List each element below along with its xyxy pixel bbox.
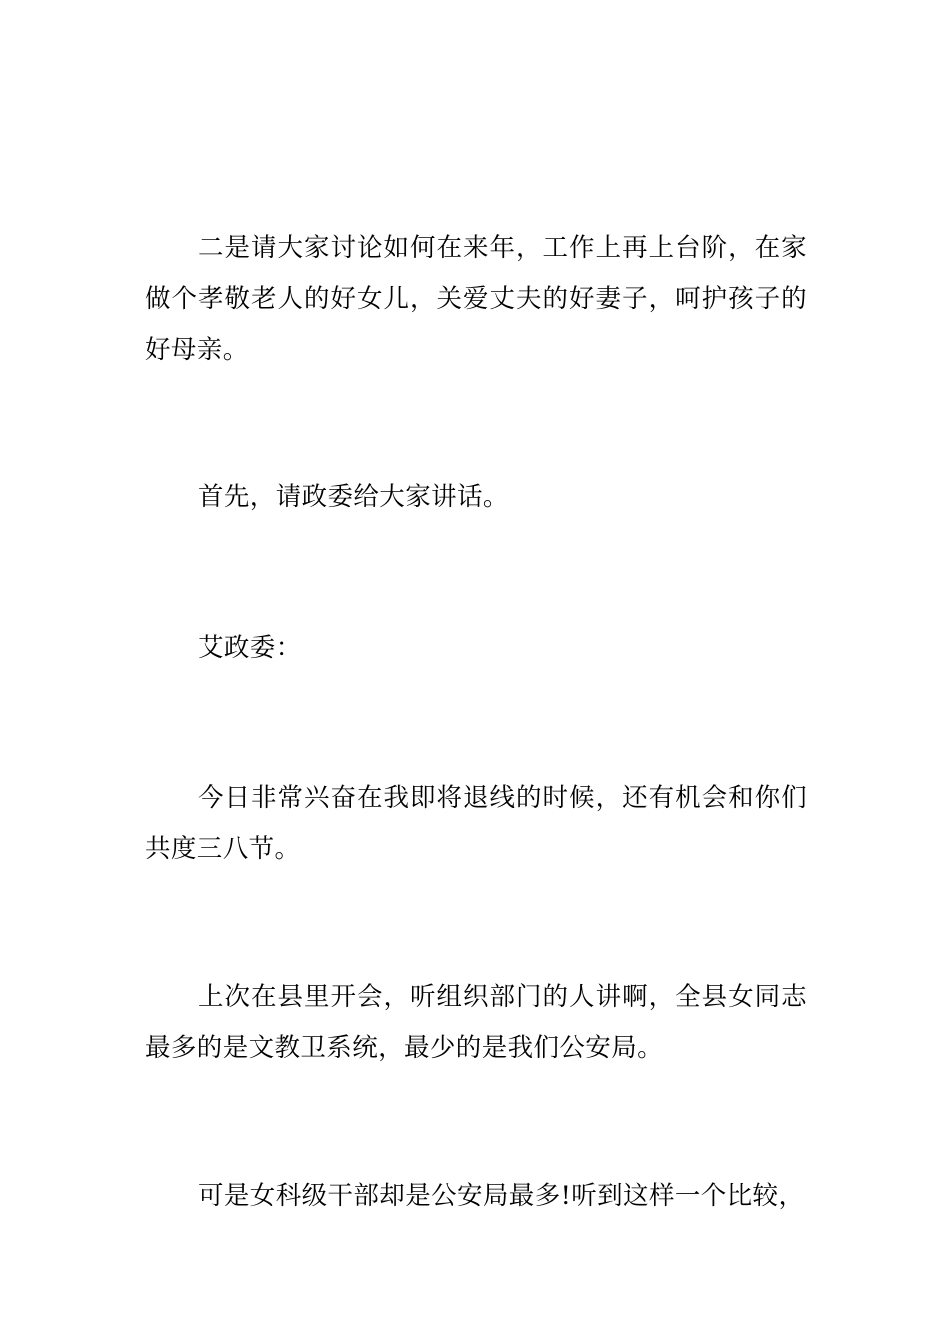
paragraph-1: 二是请大家讨论如何在来年，工作上再上台阶，在家做个孝敬老人的好女儿，关爱丈夫的好妻子，呵护孩子的好母亲。 [145,233,807,365]
paragraph-6: 可是女科级干部却是公安局最多!听到这样一个比较， [198,1181,805,1211]
paragraph-5: 上次在县里开会，听组织部门的人讲啊，全县女同志最多的是文教卫系统，最少的是我们公安局。 [145,982,807,1063]
paragraph-2: 首先，请政委给大家讲话。 [198,482,509,512]
paragraph-3: 艾政委： [198,633,302,663]
paragraph-4: 今日非常兴奋在我即将退线的时候，还有机会和你们共度三八节。 [145,783,807,864]
